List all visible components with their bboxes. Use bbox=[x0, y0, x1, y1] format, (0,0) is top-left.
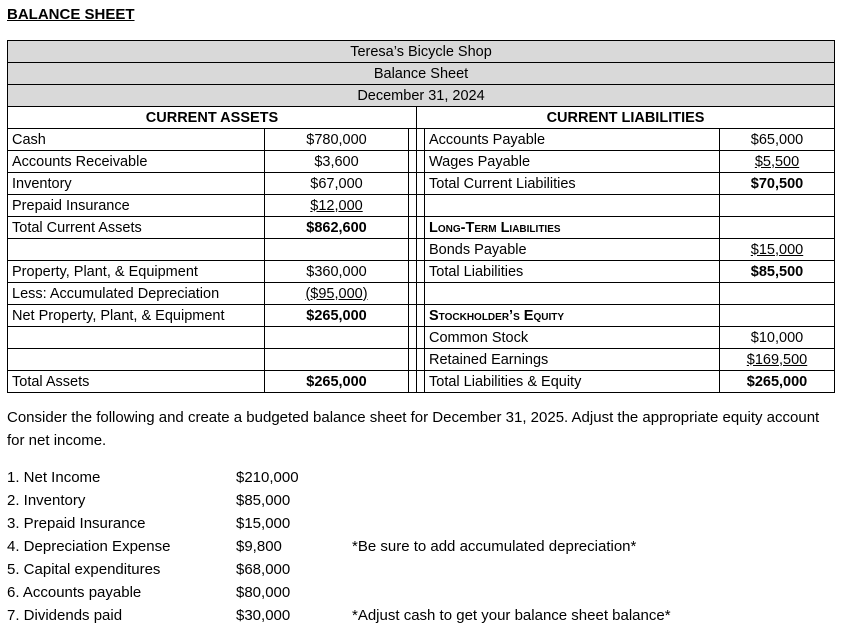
liability-label: Bonds Payable bbox=[425, 239, 720, 261]
sheet-date: December 31, 2024 bbox=[8, 85, 835, 107]
asset-label bbox=[8, 349, 265, 371]
item-value: $80,000 bbox=[236, 584, 291, 601]
liability-label: Accounts Payable bbox=[425, 129, 720, 151]
item-label: 3. Prepaid Insurance bbox=[7, 515, 146, 532]
liability-label: Total Current Liabilities bbox=[425, 173, 720, 195]
liability-label bbox=[425, 195, 720, 217]
long-term-liabilities-header: Long-Term Liabilities bbox=[425, 217, 720, 239]
asset-label: Less: Accumulated Depreciation bbox=[8, 283, 265, 305]
page-heading: BALANCE SHEET bbox=[7, 6, 135, 23]
asset-label: Total Current Assets bbox=[8, 217, 265, 239]
list-item bbox=[7, 535, 767, 558]
equity-value: $10,000 bbox=[720, 327, 835, 349]
item-label: 5. Capital expenditures bbox=[7, 561, 161, 578]
asset-value: ($95,000) bbox=[305, 285, 368, 302]
asset-label bbox=[8, 327, 265, 349]
liability-value bbox=[720, 283, 835, 305]
asset-label: Prepaid Insurance bbox=[8, 195, 265, 217]
sheet-title: Balance Sheet bbox=[8, 63, 835, 85]
liability-value: $65,000 bbox=[720, 129, 835, 151]
item-note: *Adjust cash to get your balance sheet balance* bbox=[352, 607, 671, 624]
asset-label: Inventory bbox=[8, 173, 265, 195]
item-value: $30,000 bbox=[236, 607, 291, 624]
list-item bbox=[7, 604, 767, 627]
balance-sheet-table bbox=[7, 40, 835, 393]
item-label: 2. Inventory bbox=[7, 492, 86, 509]
assumptions-list bbox=[7, 466, 767, 627]
total-assets-label: Total Assets bbox=[8, 371, 265, 393]
table-row bbox=[8, 283, 835, 305]
liability-value: $5,500 bbox=[754, 153, 800, 170]
equity-value: $169,500 bbox=[746, 351, 808, 368]
table-row bbox=[8, 129, 835, 151]
stockholders-equity-header: Stockholder’s Equity bbox=[425, 305, 720, 327]
item-note: *Be sure to add accumulated depreciation* bbox=[352, 538, 637, 555]
liability-label: Wages Payable bbox=[425, 151, 720, 173]
liability-label: Total Liabilities bbox=[425, 261, 720, 283]
item-value: $68,000 bbox=[236, 561, 291, 578]
item-value: $15,000 bbox=[236, 515, 291, 532]
equity-label: Common Stock bbox=[425, 327, 720, 349]
asset-label: Property, Plant, & Equipment bbox=[8, 261, 265, 283]
company-name: Teresa’s Bicycle Shop bbox=[8, 41, 835, 63]
asset-value: $265,000 bbox=[265, 305, 409, 327]
list-item bbox=[7, 558, 767, 581]
liability-value: $15,000 bbox=[750, 241, 804, 258]
liability-value bbox=[720, 305, 835, 327]
table-row bbox=[8, 151, 835, 173]
item-value: $210,000 bbox=[236, 469, 299, 486]
asset-value bbox=[265, 349, 409, 371]
list-item bbox=[7, 581, 767, 604]
item-label: 1. Net Income bbox=[7, 469, 101, 486]
list-item bbox=[7, 466, 767, 489]
table-row bbox=[8, 261, 835, 283]
item-value: $85,000 bbox=[236, 492, 291, 509]
asset-value: $360,000 bbox=[265, 261, 409, 283]
asset-value: $862,600 bbox=[265, 217, 409, 239]
item-label: 4. Depreciation Expense bbox=[7, 538, 171, 555]
table-row bbox=[8, 217, 835, 239]
asset-value bbox=[265, 239, 409, 261]
list-item bbox=[7, 512, 767, 535]
table-row bbox=[8, 327, 835, 349]
total-liabilities-equity-label: Total Liabilities & Equity bbox=[425, 371, 720, 393]
instructions-text: Consider the following and create a budgeted balance sheet for December 31, 2025. Adjust the appropriate equity account for net income. bbox=[7, 409, 820, 449]
list-item bbox=[7, 489, 767, 512]
table-row bbox=[8, 349, 835, 371]
asset-label bbox=[8, 239, 265, 261]
item-label: 6. Accounts payable bbox=[7, 584, 142, 601]
liability-value: $70,500 bbox=[720, 173, 835, 195]
current-liabilities-header: CURRENT LIABILITIES bbox=[417, 107, 835, 129]
table-row bbox=[8, 239, 835, 261]
item-label: 7. Dividends paid bbox=[7, 607, 123, 624]
asset-label: Accounts Receivable bbox=[8, 151, 265, 173]
liability-value: $85,500 bbox=[720, 261, 835, 283]
liability-value bbox=[720, 217, 835, 239]
total-liabilities-equity-value: $265,000 bbox=[720, 371, 835, 393]
asset-value: $3,600 bbox=[265, 151, 409, 173]
asset-value: $67,000 bbox=[265, 173, 409, 195]
table-row bbox=[8, 173, 835, 195]
table-row bbox=[8, 371, 835, 393]
asset-value: $12,000 bbox=[310, 197, 363, 214]
item-value: $9,800 bbox=[236, 538, 282, 555]
asset-label: Net Property, Plant, & Equipment bbox=[8, 305, 265, 327]
equity-label: Retained Earnings bbox=[425, 349, 720, 371]
asset-value bbox=[265, 327, 409, 349]
current-assets-header: CURRENT ASSETS bbox=[8, 107, 417, 129]
liability-value bbox=[720, 195, 835, 217]
table-row bbox=[8, 305, 835, 327]
asset-value: $780,000 bbox=[265, 129, 409, 151]
table-row bbox=[8, 195, 835, 217]
total-assets-value: $265,000 bbox=[265, 371, 409, 393]
liability-label bbox=[425, 283, 720, 305]
asset-label: Cash bbox=[8, 129, 265, 151]
